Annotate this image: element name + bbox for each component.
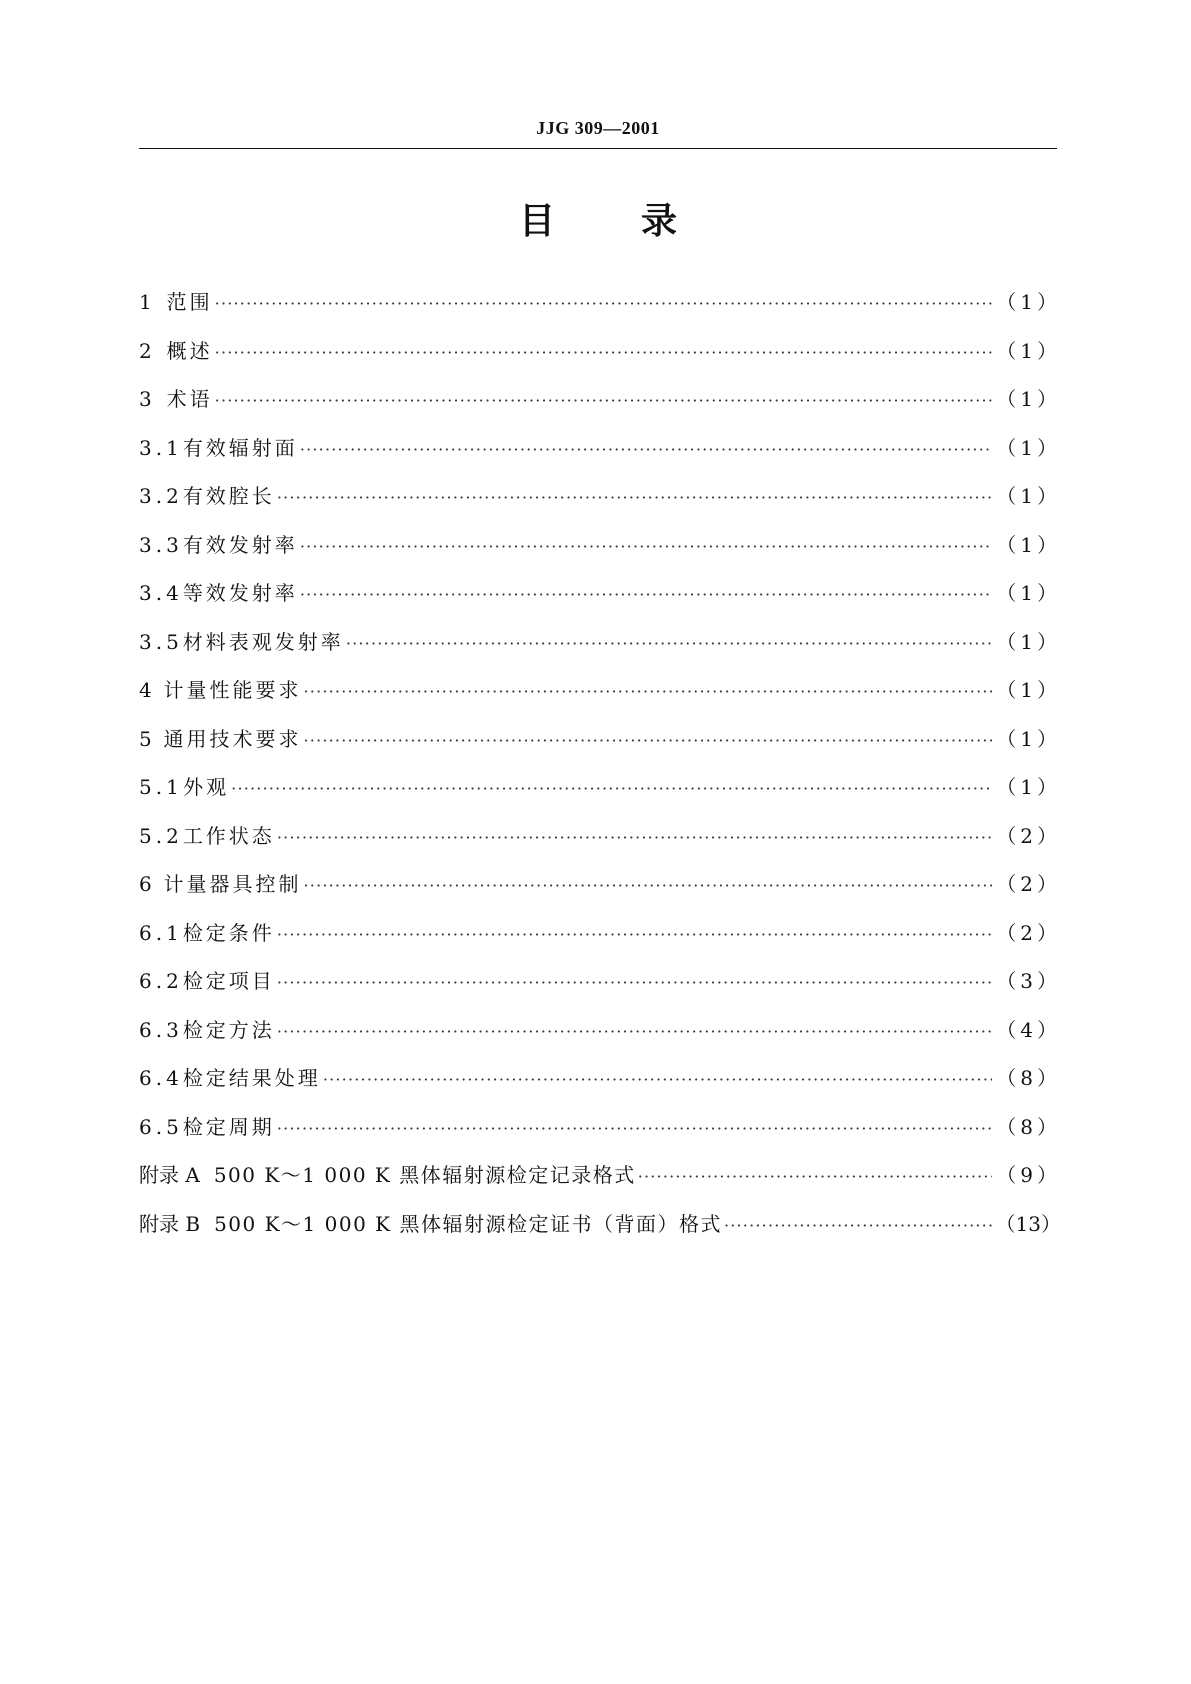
toc-page-number: （1） bbox=[996, 387, 1061, 411]
table-of-contents bbox=[139, 288, 1061, 1258]
running-header: JJG 309—2001 bbox=[536, 118, 660, 138]
toc-entry-6-4[interactable] bbox=[139, 1064, 1061, 1113]
toc-number: 4 bbox=[139, 678, 156, 702]
toc-leader-dots bbox=[277, 484, 992, 512]
toc-entry-3-3[interactable] bbox=[139, 531, 1061, 580]
toc-page-number: （1） bbox=[996, 775, 1061, 799]
toc-page-number: （8） bbox=[996, 1066, 1061, 1090]
toc-leader-dots bbox=[304, 678, 993, 706]
toc-label: 有效腔长 bbox=[182, 484, 275, 508]
title-char-2: 录 bbox=[641, 201, 678, 242]
toc-entry-2[interactable] bbox=[139, 337, 1061, 386]
toc-leader-dots bbox=[231, 775, 992, 803]
toc-number: 3.2 bbox=[139, 484, 183, 508]
toc-leader-dots bbox=[215, 339, 993, 367]
title-char-1: 目 bbox=[518, 201, 555, 242]
toc-label: 有效发射率 bbox=[182, 532, 298, 557]
toc-label: 检定结果处理 bbox=[182, 1066, 321, 1090]
toc-number: 6.1 bbox=[139, 920, 183, 945]
toc-number: 2 bbox=[139, 338, 156, 363]
toc-number: 6.2 bbox=[139, 969, 183, 993]
toc-leader-dots bbox=[215, 290, 993, 318]
toc-leader-dots bbox=[277, 1115, 992, 1143]
toc-label: 范围 bbox=[166, 290, 213, 314]
toc-label: 术语 bbox=[166, 387, 213, 411]
toc-entry-6-1[interactable] bbox=[139, 919, 1061, 968]
toc-label: 通用技术要求 bbox=[163, 726, 302, 751]
toc-entry-6-5[interactable] bbox=[139, 1113, 1061, 1162]
toc-entry-appendix-b[interactable] bbox=[139, 1210, 1061, 1259]
toc-number: 5.2 bbox=[139, 823, 183, 848]
toc-page-number: （4） bbox=[996, 1017, 1061, 1042]
toc-number: 6.4 bbox=[139, 1066, 183, 1090]
toc-leader-dots bbox=[724, 1212, 992, 1240]
toc-entry-5[interactable] bbox=[139, 725, 1061, 774]
toc-page-number: （1） bbox=[996, 629, 1061, 654]
toc-number: 6 bbox=[139, 872, 156, 896]
toc-entry-5-1[interactable] bbox=[139, 773, 1061, 822]
toc-page-number: （1） bbox=[996, 290, 1061, 314]
toc-label: 计量性能要求 bbox=[163, 678, 302, 702]
toc-page-number: （1） bbox=[996, 532, 1061, 557]
toc-leader-dots bbox=[638, 1163, 993, 1191]
toc-label: 计量器具控制 bbox=[163, 872, 302, 896]
page-title bbox=[139, 200, 1057, 244]
toc-leader-dots bbox=[300, 581, 992, 609]
toc-entry-6[interactable] bbox=[139, 870, 1061, 919]
toc-number: 6.5 bbox=[139, 1114, 183, 1139]
toc-entry-4[interactable] bbox=[139, 676, 1061, 725]
toc-page-number: （1） bbox=[996, 484, 1061, 508]
toc-label: 工作状态 bbox=[182, 823, 275, 848]
toc-page-number: （9） bbox=[996, 1163, 1061, 1187]
toc-page-number: （1） bbox=[996, 581, 1061, 605]
toc-label: 材料表观发射率 bbox=[182, 629, 344, 654]
toc-number: 6.3 bbox=[139, 1017, 183, 1042]
toc-label: 检定条件 bbox=[182, 920, 275, 945]
toc-label: 500 K～1 000 K 黑体辐射源检定证书（背面）格式 bbox=[214, 1211, 722, 1236]
toc-leader-dots bbox=[277, 921, 992, 949]
toc-entry-5-2[interactable] bbox=[139, 822, 1061, 871]
toc-number: 附录 B bbox=[139, 1211, 201, 1236]
toc-leader-dots bbox=[215, 387, 993, 415]
toc-page-number: （2） bbox=[996, 872, 1061, 896]
toc-page-number: （1） bbox=[996, 678, 1061, 702]
toc-entry-1[interactable] bbox=[139, 288, 1061, 337]
toc-leader-dots bbox=[304, 872, 993, 900]
toc-page-number: （3） bbox=[996, 969, 1061, 993]
toc-number: 1 bbox=[139, 290, 156, 314]
toc-leader-dots bbox=[300, 533, 992, 561]
toc-page-number: （2） bbox=[996, 920, 1061, 945]
toc-number: 3.4 bbox=[139, 581, 183, 605]
toc-number: 3.5 bbox=[139, 629, 183, 654]
toc-label: 有效辐射面 bbox=[182, 435, 298, 460]
toc-page-number: （1） bbox=[996, 726, 1061, 751]
toc-leader-dots bbox=[277, 824, 992, 852]
toc-entry-6-2[interactable] bbox=[139, 967, 1061, 1016]
toc-entry-3-2[interactable] bbox=[139, 482, 1061, 531]
toc-leader-dots bbox=[277, 969, 992, 997]
toc-entry-6-3[interactable] bbox=[139, 1016, 1061, 1065]
toc-number: 5.1 bbox=[139, 775, 183, 799]
toc-page-number: （13） bbox=[995, 1211, 1061, 1236]
toc-label: 检定周期 bbox=[182, 1114, 275, 1139]
toc-entry-3-5[interactable] bbox=[139, 628, 1061, 677]
toc-number: 5 bbox=[139, 726, 156, 751]
toc-label: 等效发射率 bbox=[182, 581, 298, 605]
toc-page-number: （2） bbox=[996, 823, 1061, 848]
toc-label: 概述 bbox=[166, 338, 213, 363]
toc-page-number: （1） bbox=[996, 338, 1061, 363]
toc-leader-dots bbox=[300, 436, 992, 464]
toc-leader-dots bbox=[323, 1066, 992, 1094]
toc-entry-3-1[interactable] bbox=[139, 434, 1061, 483]
toc-number: 3.3 bbox=[139, 532, 183, 557]
toc-leader-dots bbox=[304, 727, 993, 755]
toc-label: 500 K～1 000 K 黑体辐射源检定记录格式 bbox=[213, 1163, 636, 1187]
toc-page-number: （8） bbox=[996, 1114, 1061, 1139]
toc-number: 3.1 bbox=[139, 435, 183, 460]
toc-leader-dots bbox=[277, 1018, 992, 1046]
toc-label: 检定项目 bbox=[182, 969, 275, 993]
toc-page-number: （1） bbox=[996, 435, 1061, 460]
toc-entry-3-4[interactable] bbox=[139, 579, 1061, 628]
toc-entry-appendix-a[interactable] bbox=[139, 1161, 1061, 1210]
toc-label: 检定方法 bbox=[182, 1017, 275, 1042]
toc-number: 3 bbox=[139, 387, 156, 411]
toc-leader-dots bbox=[346, 630, 992, 658]
header-rule bbox=[139, 148, 1057, 149]
toc-number: 附录 A bbox=[139, 1163, 200, 1187]
toc-label: 外观 bbox=[183, 775, 230, 799]
toc-entry-3[interactable] bbox=[139, 385, 1061, 434]
